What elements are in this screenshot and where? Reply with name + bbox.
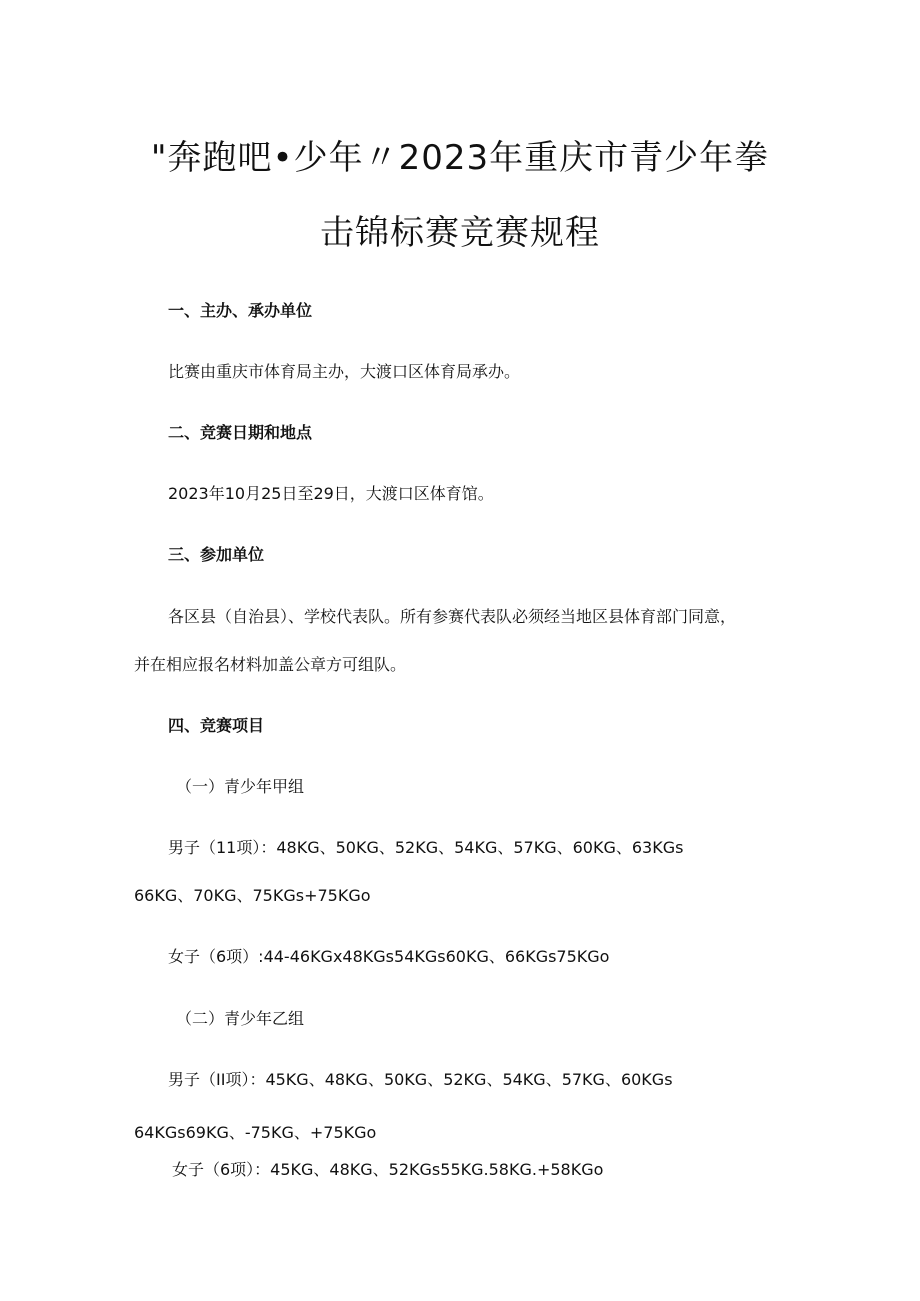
document-title-line-1: "奔跑吧•少年〃2023年重庆市青少年拳 [150, 138, 770, 178]
group-2-women: 女子（6项）：45KG、48KG、52KGs55KG.58KG.+58KGo [172, 1160, 604, 1179]
group-2-heading: （二）青少年乙组 [176, 1009, 305, 1028]
section-1-body: 比赛由重庆市体育局主办，大渡口区体育局承办。 [168, 362, 521, 381]
section-4-heading: 四、竞赛项目 [168, 716, 265, 735]
group-2-men-line-1: 男子（II项）：45KG、48KG、50KG、52KG、54KG、57KG、60KGs [168, 1070, 673, 1089]
section-3-body-line-2: 并在相应报名材料加盖公章方可组队。 [134, 655, 407, 674]
group-1-men-line-2: 66KG、70KG、75KGs+75KGo [134, 886, 371, 905]
document-title-line-2: 击锦标赛竞赛规程 [320, 213, 600, 253]
group-1-women: 女子（6项）:44-46KGx48KGs54KGs60KG、66KGs75KGo [168, 947, 610, 966]
section-3-heading: 三、参加单位 [168, 545, 265, 564]
section-2-body: 2023年10月25日至29日，大渡口区体育馆。 [168, 484, 494, 503]
group-1-men-line-1: 男子（11项）：48KG、50KG、52KG、54KG、57KG、60KG、63KGs [168, 838, 684, 857]
section-3-body-line-1: 各区县（自治县）、学校代表队。所有参赛代表队必须经当地区县体育部门同意， [168, 607, 737, 626]
section-2-heading: 二、竞赛日期和地点 [168, 423, 313, 442]
group-2-men-line-2: 64KGs69KG、-75KG、+75KGo [134, 1123, 377, 1142]
group-1-heading: （一）青少年甲组 [176, 777, 305, 796]
section-1-heading: 一、主办、承办单位 [168, 301, 313, 320]
